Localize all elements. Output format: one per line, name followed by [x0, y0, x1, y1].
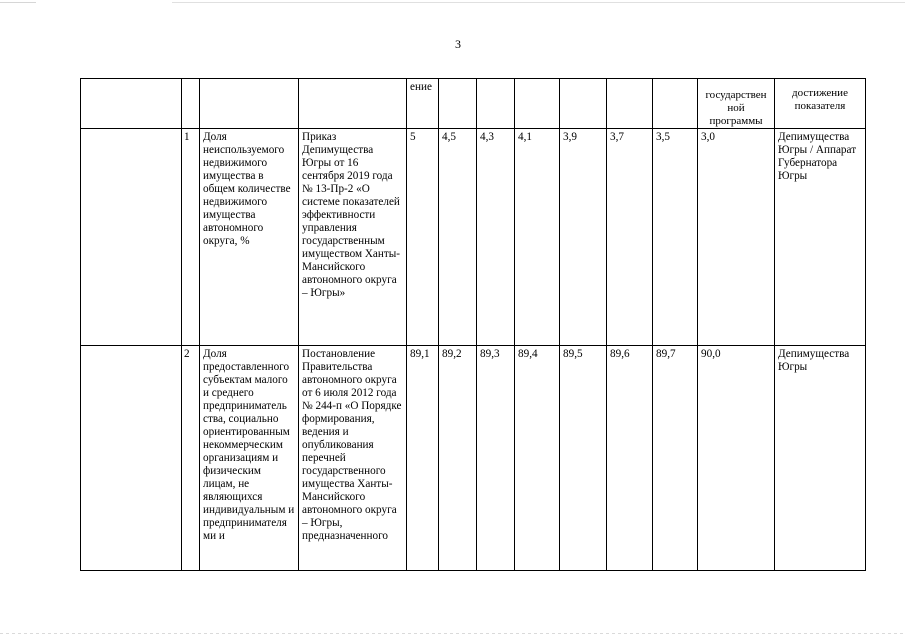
row-1-value-1: 4,5 — [439, 129, 477, 346]
row-1-value-3: 4,1 — [515, 129, 560, 346]
row-2-value-4: 89,5 — [560, 346, 607, 571]
header-cell-year-3 — [515, 79, 560, 129]
header-cell-year-5 — [607, 79, 653, 129]
row-1-responsible: Депимущества Югры / Аппарат Губернатора Югры — [775, 129, 866, 346]
row-2-source: Постановление Правительства автономного округа от 6 июля 2012 года № 244-п «О Порядке формирования, ведения и опубликования перечней государственного имущества Ханты-Мансийского автономного округа – Югры, предназначенного — [299, 346, 407, 571]
page-number: 3 — [455, 37, 461, 51]
table-header-row — [81, 79, 866, 129]
header-cell-source — [299, 79, 407, 129]
header-program-end-text: государствен ной программы — [705, 89, 767, 127]
header-cell-year-1 — [439, 79, 477, 129]
scan-artifact-bottom — [0, 633, 905, 634]
row-1-value-2: 4,3 — [477, 129, 515, 346]
header-cell-blank — [81, 79, 182, 129]
row-2-num: 2 — [182, 346, 200, 571]
table-row — [81, 346, 866, 571]
row-2-value-6: 89,7 — [653, 346, 698, 571]
row-1-value-4: 3,9 — [560, 129, 607, 346]
row-1-value-6: 3,5 — [653, 129, 698, 346]
header-cell-program-end — [698, 79, 775, 129]
row-1-value-base: 5 — [407, 129, 439, 346]
row-1-name: Доля неиспользуемого недвижимого имущества в общем количестве недвижимого имущества автономного округа, % — [200, 129, 299, 346]
row-2-name: Доля предоставленного субъектам малого и среднего предприниматель ства, социально ориентированным некоммерческим организациям и физическим лицам, не являющихся индивидуальным и предпринимателя ми и — [200, 346, 299, 571]
row-2-blank — [81, 346, 182, 571]
header-cell-year-4 — [560, 79, 607, 129]
row-1-source: Приказ Депимущества Югры от 16 сентября 2019 года № 13-Пр-2 «О системе показателей эффективности управления государственным имуществом Ханты-Мансийского автономного округа – Югры» — [299, 129, 407, 346]
row-2-value-base: 89,1 — [407, 346, 439, 571]
row-2-final-value: 90,0 — [698, 346, 775, 571]
row-1-value-5: 3,7 — [607, 129, 653, 346]
header-cell-num — [182, 79, 200, 129]
row-1-final-value: 3,0 — [698, 129, 775, 346]
header-responsible-text: достижение показателя — [792, 87, 848, 112]
header-cell-year-6 — [653, 79, 698, 129]
scan-artifact-top — [0, 2, 905, 3]
header-cell-base: ение — [407, 79, 439, 129]
row-2-value-5: 89,6 — [607, 346, 653, 571]
table-row — [81, 129, 866, 346]
row-2-responsible: Депимущества Югры — [775, 346, 866, 571]
indicators-table — [80, 78, 866, 571]
row-1-num: 1 — [182, 129, 200, 346]
row-2-value-3: 89,4 — [515, 346, 560, 571]
header-cell-name — [200, 79, 299, 129]
row-2-value-2: 89,3 — [477, 346, 515, 571]
header-cell-year-2 — [477, 79, 515, 129]
row-1-blank — [81, 129, 182, 346]
row-2-value-1: 89,2 — [439, 346, 477, 571]
header-cell-responsible — [775, 79, 866, 129]
